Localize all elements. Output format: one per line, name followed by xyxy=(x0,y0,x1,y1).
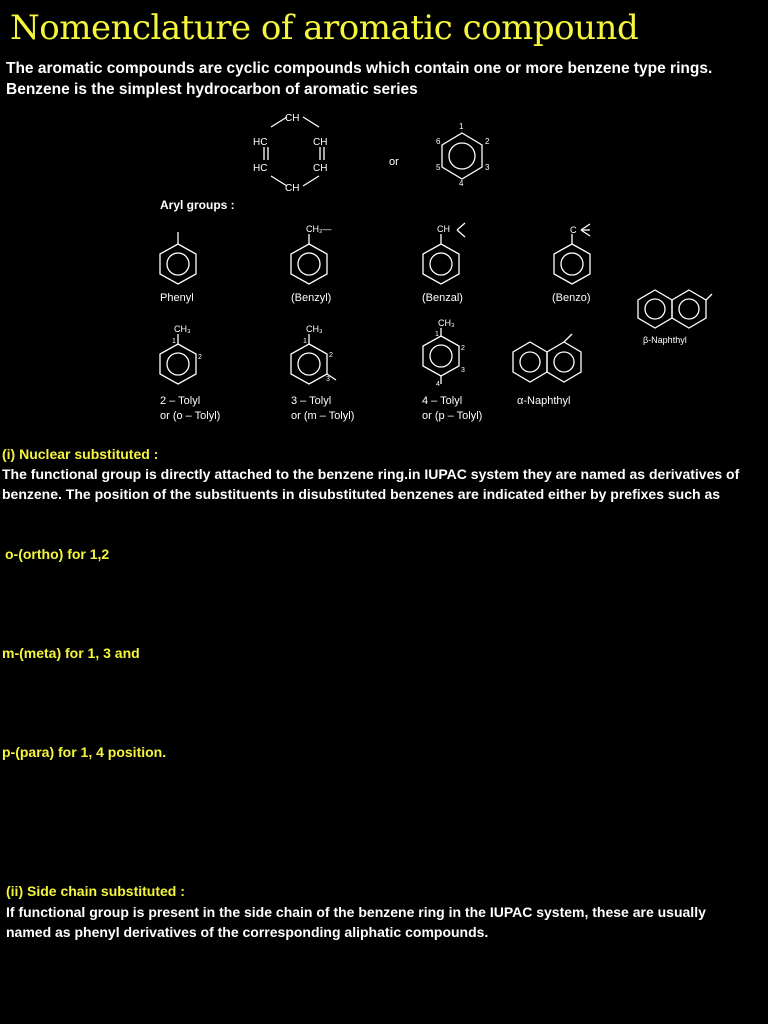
tolyl3-pos2: 2 xyxy=(329,352,333,359)
ring-number-3: 3 xyxy=(485,163,490,172)
tolyl3-label-1: 3 – Tolyl xyxy=(291,395,332,407)
tolyl4-pos1: 1 xyxy=(435,331,439,338)
kekule-atom-1: CH xyxy=(285,113,300,124)
benzal-substituent: CH xyxy=(437,224,450,234)
tolyl4-pos3: 3 xyxy=(461,367,465,374)
benzyl-substituent: CH₂— xyxy=(306,224,332,234)
tolyl4-label-1: 4 – Tolyl xyxy=(422,395,463,407)
benzo-substituent: C xyxy=(570,225,577,235)
kekule-atom-6: CH xyxy=(285,183,300,194)
meta-label: m-(meta) for 1, 3 and xyxy=(2,645,140,661)
ring-number-2: 2 xyxy=(485,137,490,146)
methyl-2-tolyl: CH₃ xyxy=(174,324,191,334)
kekule-atom-4: HC xyxy=(253,163,268,174)
ring-number-6: 6 xyxy=(436,137,441,146)
section2-heading: (ii) Side chain substituted : xyxy=(6,883,185,899)
intro-text: The aromatic compounds are cyclic compounds which contain one or more benzene type rings. Benzene is the simplest hydrocarbon of aromatic series xyxy=(6,60,713,98)
tolyl3-pos1: 1 xyxy=(303,338,307,345)
tolyl4-pos2: 2 xyxy=(461,345,465,352)
benzyl-label: (Benzyl) xyxy=(291,292,332,304)
tolyl2-pos1: 1 xyxy=(172,338,176,345)
ring-number-4: 4 xyxy=(459,179,464,188)
tolyl4-pos4: 4 xyxy=(436,381,440,388)
benzo-label: (Benzo) xyxy=(552,292,591,304)
tolyl3-label-2: or (m – Tolyl) xyxy=(291,410,355,422)
aryl-heading: Aryl groups : xyxy=(160,198,235,212)
benzal-label: (Benzal) xyxy=(422,292,463,304)
tolyl2-label-2: or (o – Tolyl) xyxy=(160,410,221,422)
ring-number-5: 5 xyxy=(436,163,441,172)
kekule-atom-3: CH xyxy=(313,137,328,148)
tolyl4-label-2: or (p – Tolyl) xyxy=(422,410,483,422)
methyl-3-tolyl: CH₃ xyxy=(306,324,323,334)
tolyl3-pos3: 3 xyxy=(326,376,330,383)
ring-number-1: 1 xyxy=(459,122,464,131)
tolyl2-label-1: 2 – Tolyl xyxy=(160,395,201,407)
section2-text: If functional group is present in the side chain of the benzene ring in the IUPAC system, these are usually named as phenyl derivatives of the corresponding aliphatic compounds. xyxy=(6,904,706,940)
kekule-atom-2: HC xyxy=(253,137,268,148)
ortho-label: o-(ortho) for 1,2 xyxy=(5,546,110,562)
beta-naphthyl-label: β-Naphthyl xyxy=(643,335,687,345)
section1-text: The functional group is directly attached to the benzene ring.in IUPAC system they are named as derivatives of benzene. The position of the substituents in disubstituted benzenes are indicated either by prefixes such as xyxy=(2,466,740,502)
para-label: p-(para) for 1, 4 position. xyxy=(2,744,167,760)
methyl-4-tolyl: CH₃ xyxy=(438,318,455,328)
or-label: or xyxy=(389,156,399,168)
page-title: Nomenclature of aromatic compound xyxy=(10,8,639,48)
phenyl-label: Phenyl xyxy=(160,292,194,304)
alpha-naphthyl-label: α-Naphthyl xyxy=(517,395,571,407)
section1-heading: (i) Nuclear substituted : xyxy=(2,446,159,462)
kekule-atom-5: CH xyxy=(313,163,328,174)
tolyl2-pos2: 2 xyxy=(198,354,202,361)
structures-figure xyxy=(0,105,768,430)
